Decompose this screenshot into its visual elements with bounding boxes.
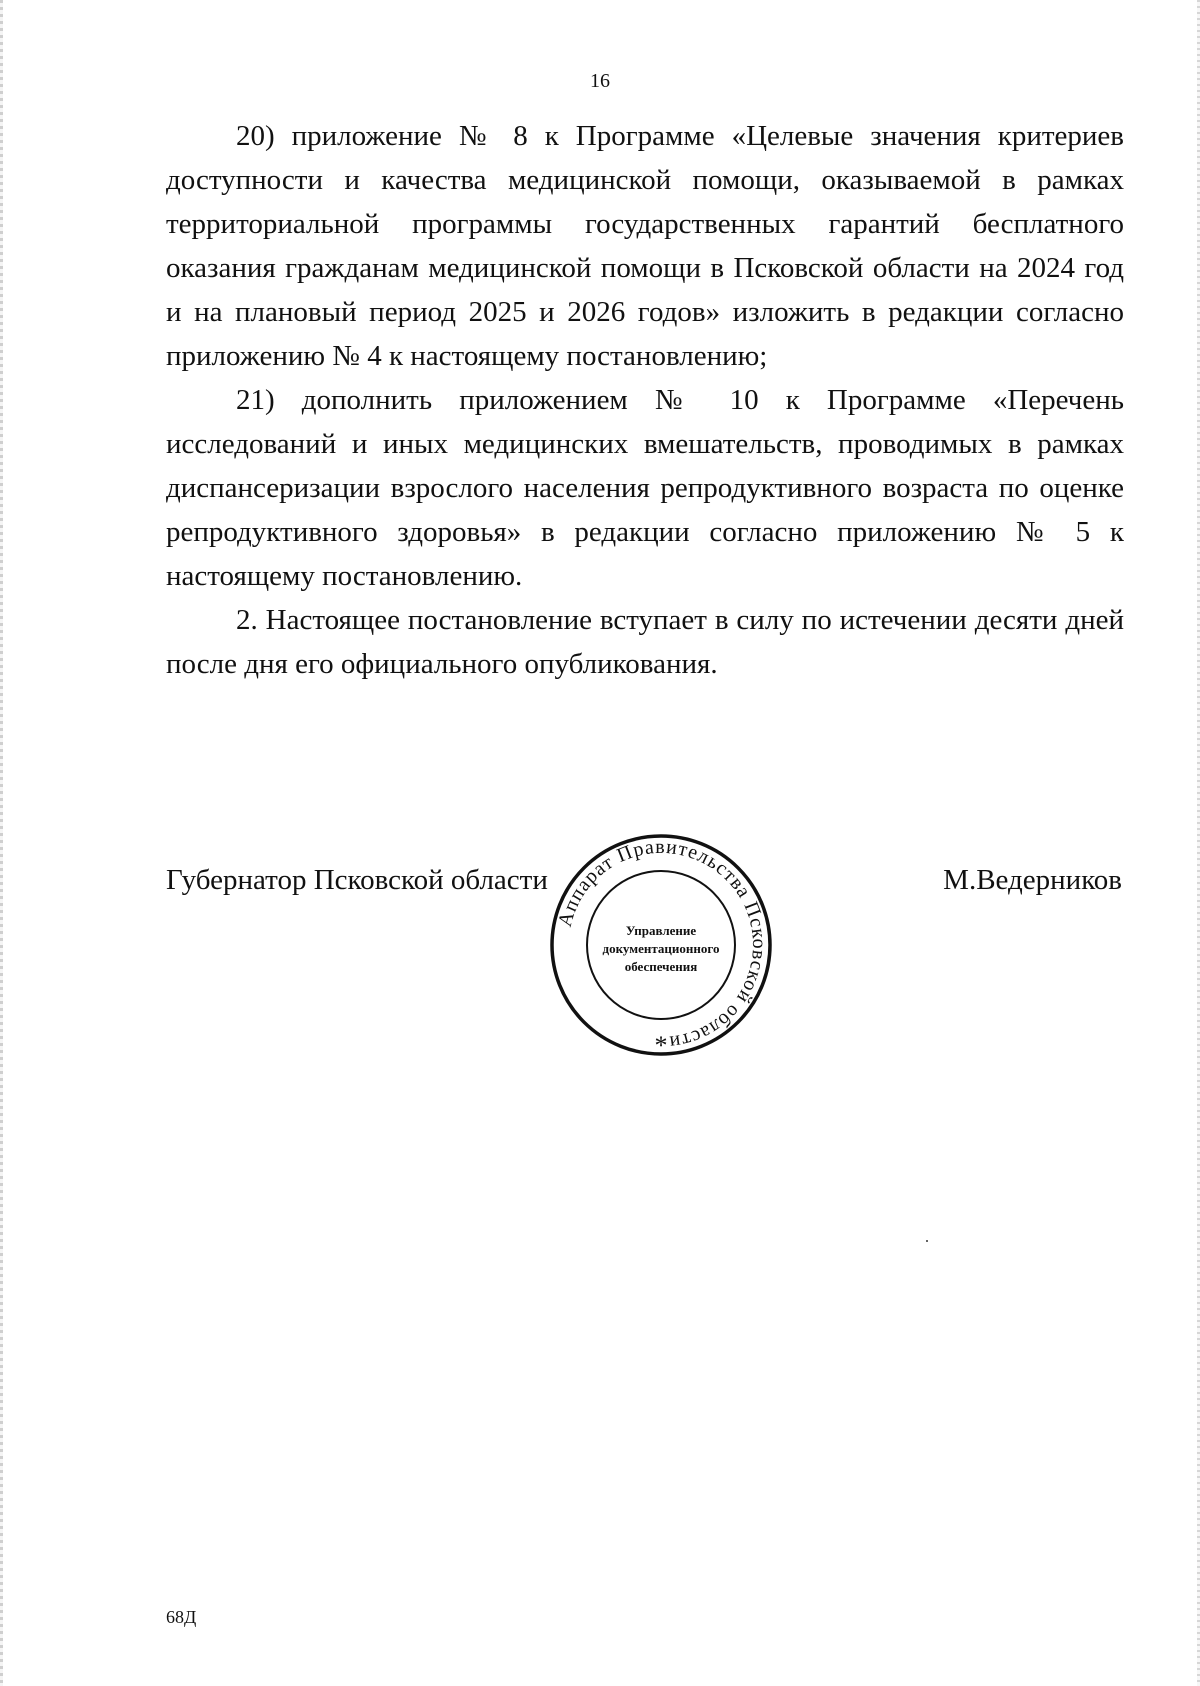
signatory-name: М.Ведерников <box>943 864 1122 896</box>
document-code: 68Д <box>166 1607 197 1627</box>
document-body <box>166 114 1124 686</box>
seal-ring-text: Аппарат Правительства Псковской области <box>553 835 771 1054</box>
paragraph-item-21: 21) дополнить приложением № 10 к Программе «Перечень исследований и иных медицинских вмешательств, проводимых в рамках диспансеризации взрослого населения репродуктивного возраста по оценке репродуктивного здоровья» в редакции согласно приложению № 5 к настоящему постановлению. <box>166 384 1124 592</box>
signatory-title: Губернатор Псковской области <box>166 864 548 896</box>
page-number: 16 <box>590 70 610 92</box>
seal-center-line-3: обеспечения <box>624 959 698 974</box>
seal-star-mark: * <box>654 1031 668 1058</box>
official-seal <box>548 832 774 1058</box>
scan-edge-left <box>0 0 3 1686</box>
paragraph-item-20: 20) приложение № 8 к Программе «Целевые значения критериев доступности и качества медицинской помощи, оказываемой в рамках территориальной программы государственных гарантий бесплатного оказания гражданам медицинской помощи в Псковской области на 2024 год и на плановый период 2025 и 2026 годов» изложить в редакции согласно приложению № 4 к настоящему постановлению; <box>166 120 1124 372</box>
seal-center-line-2: документационного <box>602 941 720 956</box>
scan-speck <box>926 1240 928 1242</box>
paragraph-clause-2: 2. Настоящее постановление вступает в силу по истечении десяти дней после дня его официального опубликования. <box>166 604 1124 680</box>
seal-center-line-1: Управление <box>625 923 697 938</box>
